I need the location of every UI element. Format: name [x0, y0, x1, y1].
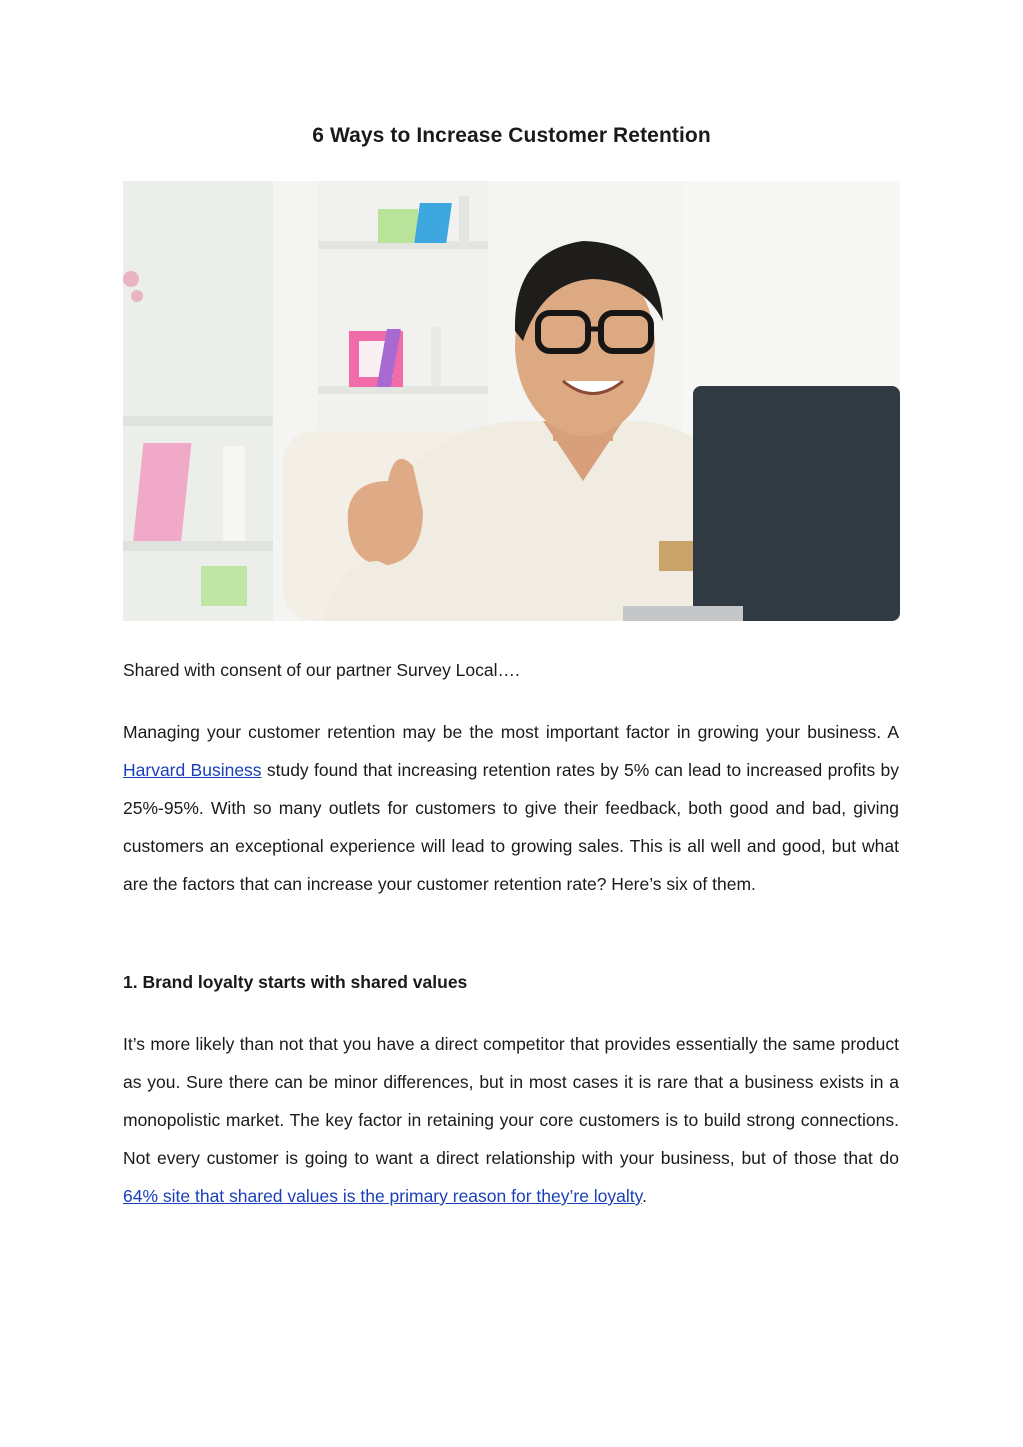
page-title: 6 Ways to Increase Customer Retention: [312, 124, 711, 147]
paragraph-intro-text-2: study found that increasing retention rates by 5% can lead to increased profits by 25%-95%. With so many outlets for customers to give their feedback, both good and bad, giving customers an exceptional experience will lead to growing sales. This is all well and good, but what are the factors that can increase your customer retention rate? Here’s six of them.: [123, 760, 899, 894]
section-1-heading: 1. Brand loyalty starts with shared values: [123, 972, 468, 992]
intro-note: Shared with consent of our partner Survey Local….: [123, 660, 520, 680]
section-1-text-2: .: [642, 1186, 647, 1206]
hero-photo: [123, 181, 900, 621]
section-1-paragraph: [123, 1025, 899, 1215]
paragraph-intro-text-1: Managing your customer retention may be the most important factor in growing your business. A: [123, 722, 899, 742]
harvard-business-link[interactable]: Harvard Business: [123, 760, 262, 780]
paragraph-intro: [123, 713, 899, 903]
section-1-text-1: It’s more likely than not that you have a direct competitor that provides essentially the same product as you. Sure there can be minor differences, but in most cases it is rare that a business exists in a monopolistic market. The key factor in retaining your core customers is to build strong connections. Not every customer is going to want a direct relationship with your business, but of those that do: [123, 1034, 899, 1168]
shared-values-link[interactable]: 64% site that shared values is the primary reason for they’re loyalty: [123, 1186, 643, 1206]
